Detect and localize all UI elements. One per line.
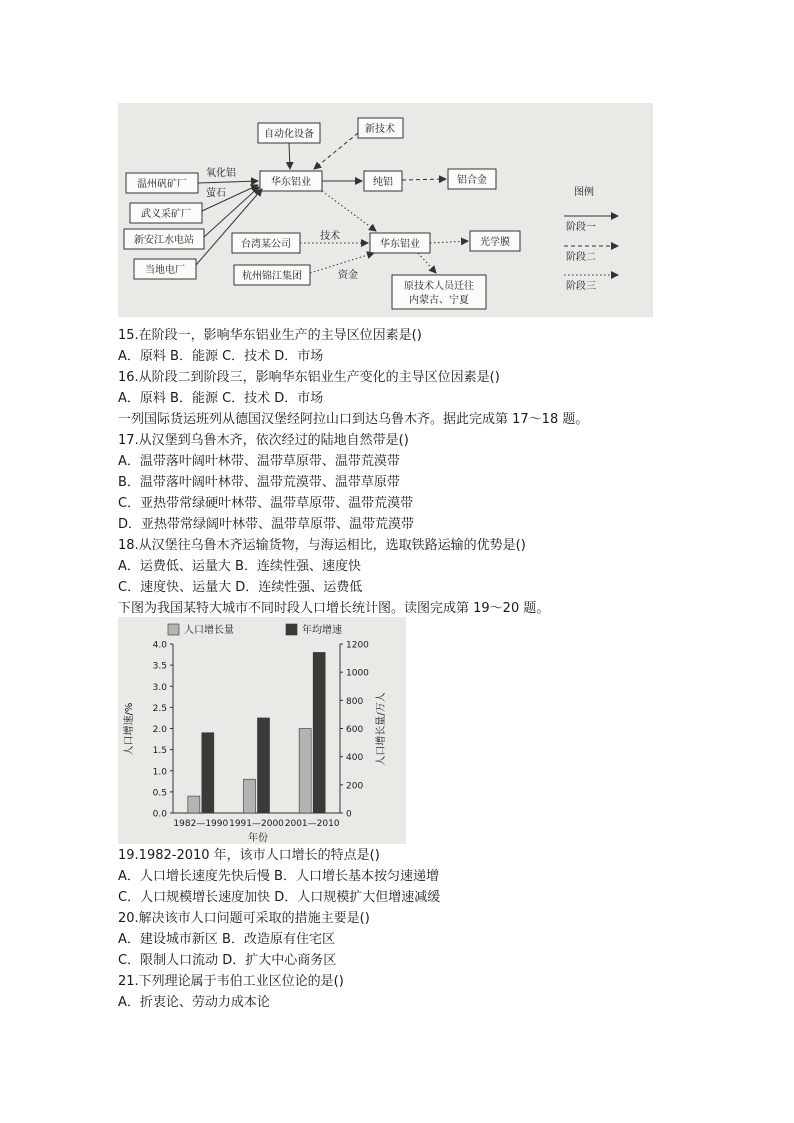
intro-17-18: 一列国际货运班列从德国汉堡经阿拉山口到达乌鲁木齐。据此完成第 17～18 题。 bbox=[118, 412, 589, 427]
bar-population-growth bbox=[299, 729, 311, 814]
y-right-tick-label: 200 bbox=[346, 781, 364, 792]
label-taiwan: 台湾某公司 bbox=[241, 239, 291, 250]
population-chart bbox=[118, 617, 406, 844]
question-15: 15.在阶段一，影响华东铝业生产的主导区位因素是() bbox=[118, 328, 422, 343]
question-18: 18.从汉堡往乌鲁木齐运输货物，与海运相比，选取铁路运输的优势是() bbox=[118, 538, 526, 553]
y-right-tick-label: 400 bbox=[346, 753, 364, 764]
x-tick-label: 1991—2000 bbox=[229, 819, 284, 829]
y-left-tick-label: 2.0 bbox=[152, 725, 167, 735]
legend-stage1: 阶段一 bbox=[566, 222, 596, 233]
question-17: 17.从汉堡到乌鲁木齐，依次经过的陆地自然带是() bbox=[118, 433, 409, 448]
label-local-power: 当地电厂 bbox=[145, 265, 185, 276]
legend-stage3: 阶段三 bbox=[566, 281, 596, 292]
label-staff-line1: 原技术人员迁往 bbox=[404, 281, 474, 292]
y-left-tick-label: 2.5 bbox=[152, 703, 167, 714]
y-axis-right-title: 人口增长量/万人 bbox=[376, 692, 387, 766]
question-20-options-ab: A．建设城市新区 B．改造原有住宅区 bbox=[118, 932, 335, 947]
bar-annual-rate bbox=[258, 718, 270, 813]
label-film: 光学膜 bbox=[480, 237, 510, 248]
label-huadong1: 华东铝业 bbox=[271, 177, 311, 188]
y-left-tick-label: 1.5 bbox=[152, 746, 167, 757]
intro-19-20: 下图为我国某特大城市不同时段人口增长统计图。读图完成第 19～20 题。 bbox=[118, 601, 550, 616]
y-right-tick-label: 600 bbox=[346, 725, 364, 735]
legend-swatch-growth bbox=[168, 624, 179, 635]
y-right-tick-label: 800 bbox=[346, 696, 364, 707]
legend bbox=[564, 185, 618, 292]
x-tick-label: 2001—2010 bbox=[284, 819, 340, 829]
edge-label-capital: 资金 bbox=[338, 270, 358, 281]
legend-title: 图例 bbox=[574, 187, 594, 198]
bar-population-growth bbox=[188, 796, 200, 813]
question-19-options-cd: C．人口规模增长速度加快 D．人口规模扩大但增速减缓 bbox=[118, 890, 441, 905]
question-21-option-a: A．折衷论、劳动力成本论 bbox=[118, 995, 270, 1010]
bar-annual-rate bbox=[313, 652, 325, 813]
industry-flow-diagram bbox=[118, 103, 653, 317]
question-21: 21.下列理论属于韦伯工业区位论的是() bbox=[118, 974, 344, 989]
x-tick-label: 1982—1990 bbox=[173, 819, 229, 829]
question-19-options-ab: A．人口增长速度先快后慢 B．人口增长基本按匀速递增 bbox=[118, 869, 439, 884]
label-pure-al: 纯铝 bbox=[373, 177, 393, 188]
label-hangzhou: 杭州锦江集团 bbox=[242, 271, 302, 282]
question-20-options-cd: C．限制人口流动 D．扩大中心商务区 bbox=[118, 953, 337, 968]
y-left-tick-label: 0.5 bbox=[152, 788, 167, 799]
label-automation: 自动化设备 bbox=[264, 129, 314, 140]
y-right-tick-label: 0 bbox=[346, 809, 352, 820]
y-axis-left-title: 人口增速/% bbox=[124, 702, 135, 756]
question-17-option-c: C．亚热带常绿硬叶林带、温带草原带、温带荒漠带 bbox=[118, 496, 414, 511]
legend-swatch-rate bbox=[286, 624, 297, 635]
legend-label-rate: 年均增速 bbox=[302, 625, 342, 636]
question-19: 19.1982-2010 年，该市人口增长的特点是() bbox=[118, 848, 380, 863]
legend-stage2: 阶段二 bbox=[566, 252, 596, 263]
question-17-option-a: A．温带落叶阔叶林带、温带草原带、温带荒漠带 bbox=[118, 454, 400, 469]
question-18-options-ab: A．运费低、运量大 B．连续性强、速度快 bbox=[118, 559, 361, 574]
y-left-tick-label: 4.0 bbox=[152, 640, 167, 651]
label-xinanjiang: 新安江水电站 bbox=[134, 235, 194, 246]
label-alloy: 铝合金 bbox=[457, 175, 487, 186]
edge-label-fluorite: 萤石 bbox=[206, 188, 226, 199]
y-left-tick-label: 3.0 bbox=[152, 682, 167, 693]
label-huadong2: 华东铝业 bbox=[380, 239, 420, 250]
y-left-tick-label: 1.0 bbox=[152, 767, 167, 778]
question-15-options: A．原料 B．能源 C．技术 D．市场 bbox=[118, 349, 324, 364]
edge-label-alumina: 氧化铝 bbox=[206, 168, 236, 179]
edge-label-tech: 技术 bbox=[320, 231, 340, 242]
y-right-tick-label: 1000 bbox=[346, 668, 369, 679]
x-axis-title: 年份 bbox=[248, 833, 268, 844]
question-17-option-b: B．温带落叶阔叶林带、温带荒漠带、温带草原带 bbox=[118, 475, 400, 490]
question-18-options-cd: C．速度快、运量大 D．连续性强、运费低 bbox=[118, 580, 363, 595]
label-wenzhou: 温州矾矿厂 bbox=[137, 179, 187, 190]
question-17-option-d: D．亚热带常绿阔叶林带、温带草原带、温带荒漠带 bbox=[118, 517, 415, 532]
question-16: 16.从阶段二到阶段三，影响华东铝业生产变化的主导区位因素是() bbox=[118, 370, 500, 385]
bar-annual-rate bbox=[202, 733, 214, 813]
question-16-options: A．原料 B．能源 C．技术 D．市场 bbox=[118, 391, 324, 406]
y-right-tick-label: 1200 bbox=[346, 640, 369, 651]
bar-population-growth bbox=[244, 779, 256, 813]
label-staff-line2: 内蒙古、宁夏 bbox=[409, 295, 469, 306]
label-newtech: 新技术 bbox=[365, 124, 395, 135]
label-wuyi: 武义采矿厂 bbox=[141, 209, 191, 220]
y-left-tick-label: 0.0 bbox=[152, 809, 167, 820]
legend-label-growth: 人口增长量 bbox=[184, 625, 234, 636]
y-left-tick-label: 3.5 bbox=[152, 661, 167, 672]
question-20: 20.解决该市人口问题可采取的措施主要是() bbox=[118, 911, 370, 926]
